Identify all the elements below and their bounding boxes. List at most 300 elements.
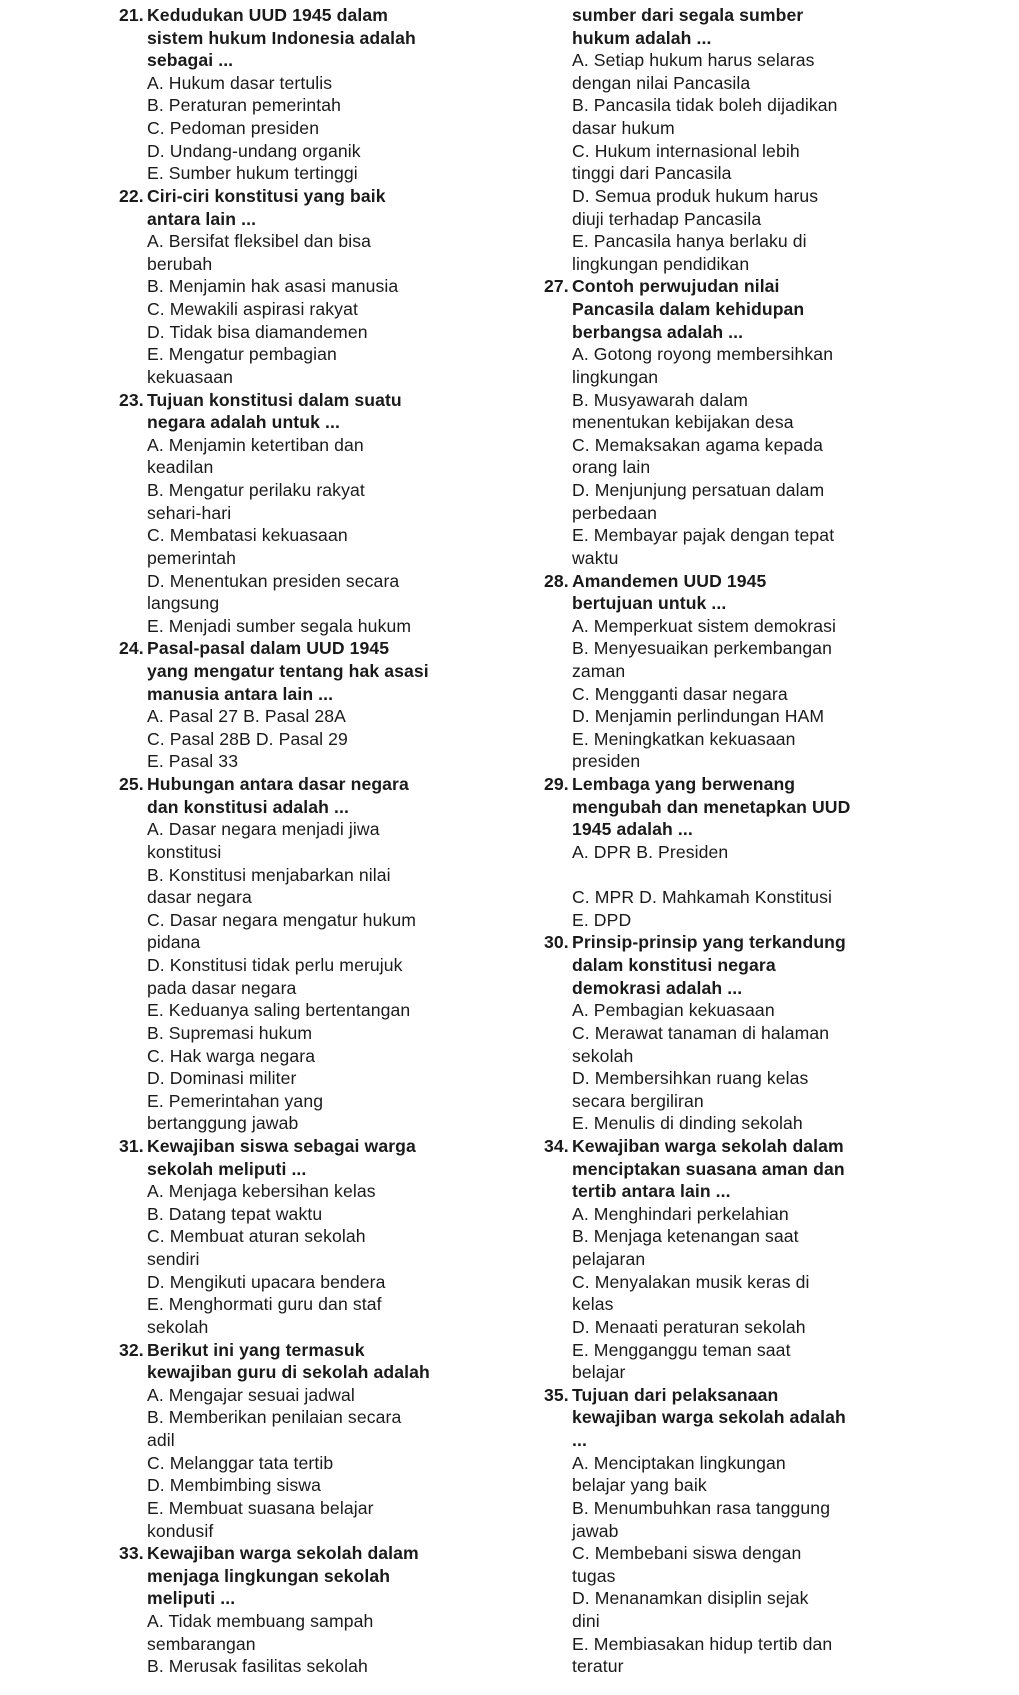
option-line [572,1090,704,1112]
option-line [572,841,728,863]
question-line [119,1135,416,1157]
line-text: manusia antara lain ... [147,683,334,704]
question-line [119,1339,365,1361]
line-text: Ciri-ciri konstitusi yang baik [147,185,386,206]
question-stem-line [572,1406,846,1428]
line-text: dengan nilai Pancasila [572,72,751,93]
line-text: A. Menjamin ketertiban dan [147,434,364,455]
line-text: D. Semua produk hukum harus [572,185,819,206]
option-line [572,389,748,411]
line-text: Tujuan dari pelaksanaan [572,1384,779,1405]
question-stem-line [147,208,256,230]
option-line [572,1067,808,1089]
option-line [147,72,332,94]
line-text: kondusif [147,1520,214,1541]
question-number: 21. [119,5,144,25]
line-text: sendiri [147,1249,200,1270]
line-text: E. Sumber hukum tertinggi [147,163,358,184]
option-line [572,660,625,682]
line-text: D. Undang-undang organik [147,140,361,161]
option-line [572,456,650,478]
question-stem-line [147,683,333,705]
line-text: dan konstitusi adalah ... [147,796,349,817]
option-line [572,140,800,162]
line-text: C. Membuat aturan sekolah [147,1226,366,1247]
option-line [572,705,824,727]
option-line [147,592,219,614]
line-text: D. Menanamkan disiplin sejak [572,1588,809,1609]
line-text: yang mengatur tentang hak asasi [147,660,429,681]
line-text: E. Membayar pajak dengan tepat [572,525,835,546]
option-line [572,1316,806,1338]
line-text: E. Menghormati guru dan staf [147,1294,382,1315]
line-text: E. DPD [572,909,632,930]
option-line [572,1339,791,1361]
line-text: E. Mengatur pembagian [147,344,337,365]
question-line [544,773,796,795]
line-text: E. Keduanya saling bertentangan [147,1000,411,1021]
question-line [119,4,388,26]
option-line [572,1271,809,1293]
line-text: ... [572,1430,587,1451]
option-line [572,49,815,71]
option-line [147,1067,297,1089]
question-stem-line [147,27,416,49]
line-text: A. Mengajar sesuai jadwal [147,1384,355,1405]
line-text: dalam konstitusi negara [572,955,776,976]
line-text: Prinsip-prinsip yang terkandung [572,932,846,953]
line-text: belajar [572,1362,626,1383]
option-line [147,1112,298,1134]
line-text: dasar negara [147,887,252,908]
line-text: belajar yang baik [572,1475,707,1496]
line-text: A. Memperkuat sistem demokrasi [572,615,837,636]
option-line [572,1542,801,1564]
question-line [544,1384,779,1406]
option-line [147,94,341,116]
option-line [572,886,832,908]
line-text: sembarangan [147,1633,256,1654]
option-line [147,230,371,252]
option-line [572,1565,616,1587]
option-line [147,434,364,456]
option-line [572,1587,809,1609]
line-text: tinggi dari Pancasila [572,163,732,184]
question-stem-line [572,1180,731,1202]
question-line [544,570,767,592]
line-text: sebagai ... [147,50,234,71]
question-stem-line [572,27,711,49]
question-stem-line [147,49,233,71]
option-line [147,547,236,569]
option-line [147,321,368,343]
question-number: 34. [544,1136,569,1156]
option-line [147,366,233,388]
line-text: A. Gotong royong membersihkan [572,344,834,365]
question-stem-line [572,977,742,999]
line-text: sekolah [572,1045,634,1066]
line-text: B. Menyesuaikan perkembangan [572,638,833,659]
line-text: B. Memberikan penilaian secara [147,1407,402,1428]
option-line [147,1497,374,1519]
option-line [147,750,238,772]
line-text: 1945 adalah ... [572,819,693,840]
line-text: tugas [572,1565,616,1586]
line-text: E. Menulis di dinding sekolah [572,1113,803,1134]
option-line [147,1520,213,1542]
option-line [147,1316,208,1338]
question-stem-line [147,1158,306,1180]
question-line [544,931,846,953]
option-line [572,502,657,524]
option-line [147,570,399,592]
option-line [572,1497,830,1519]
option-line [572,909,631,931]
option-line [572,1248,645,1270]
option-line [572,683,788,705]
line-text: C. Membatasi kekuasaan [147,525,348,546]
line-text: lingkungan pendidikan [572,253,750,274]
question-line [544,1135,844,1157]
line-text: C. Menyalakan musik keras di [572,1271,810,1292]
option-line [147,1225,366,1247]
option-line [147,1452,333,1474]
question-number: 25. [119,774,144,795]
line-text: D. Menaati peraturan sekolah [572,1316,806,1337]
line-text: bertujuan untuk ... [572,593,727,614]
option-line [572,411,794,433]
question-line [119,389,402,411]
option-line [147,954,403,976]
line-text: kewajiban warga sekolah adalah [572,1407,846,1428]
line-text: C. Hukum internasional lebih [572,140,800,161]
option-line [572,637,832,659]
option-line [572,1474,707,1496]
line-text: keadilan [147,457,214,478]
question-stem-line [572,954,776,976]
option-line [147,999,410,1021]
option-line [572,1655,624,1677]
line-text: D. Menjamin perlindungan HAM [572,706,825,727]
option-line [572,434,823,456]
option-line [147,1090,323,1112]
line-text: menentukan kebijakan desa [572,412,794,433]
question-number: 24. [119,638,144,659]
question-line [119,773,409,795]
option-line [147,343,337,365]
option-line [147,1406,401,1428]
line-text: secara bergiliran [572,1090,704,1111]
question-stem-line [572,298,804,320]
question-number: 35. [544,1384,569,1405]
option-line [572,343,833,365]
line-text: jawab [572,1520,619,1541]
line-text: B. Peraturan pemerintah [147,95,341,116]
option-line [147,1655,368,1677]
line-text: Pasal-pasal dalam UUD 1945 [147,638,390,659]
line-text: berubah [147,253,213,274]
question-stem-line [572,796,850,818]
option-line [147,1384,355,1406]
question-number: 31. [119,1136,144,1156]
line-text: pemerintah [147,547,237,568]
option-line [147,977,296,999]
option-line [572,1361,626,1383]
line-text: orang lain [572,457,651,478]
line-text: konstitusi [147,841,222,862]
question-number: 22. [119,185,144,206]
line-text: E. Membiasakan hidup tertib dan [572,1633,833,1654]
line-text: B. Konstitusi menjabarkan nilai [147,864,391,885]
line-text: Lembaga yang berwenang [572,774,796,795]
question-stem-line [147,411,340,433]
line-text: E. Pasal 33 [147,751,239,772]
line-text: Contoh perwujudan nilai [572,276,780,297]
line-text: B. Musyawarah dalam [572,389,748,410]
option-line [572,1225,799,1247]
question-stem-line [572,4,803,26]
option-line [572,750,640,772]
option-line [147,1610,373,1632]
option-line [572,117,675,139]
option-line [147,931,200,953]
option-line [572,1610,600,1632]
line-text: teratur [572,1656,624,1677]
option-line [147,1203,322,1225]
line-text: Hubungan antara dasar negara [147,774,409,795]
option-line [572,1045,633,1067]
option-line [147,841,221,863]
line-text: kelas [572,1294,614,1315]
line-text: mengubah dan menetapkan UUD [572,796,851,817]
line-text: E. Pemerintahan yang [147,1090,324,1111]
line-text: sekolah [147,1316,209,1337]
line-text: A. Menghindari perkelahian [572,1203,789,1224]
line-text: A. Hukum dasar tertulis [147,72,333,93]
option-line [572,999,775,1021]
question-stem-line [147,660,429,682]
line-text: A. Bersifat fleksibel dan bisa [147,231,372,252]
line-text: demokrasi adalah ... [572,977,743,998]
option-line [147,140,361,162]
line-text: E. Membuat suasana belajar [147,1497,374,1518]
line-text: Kewajiban warga sekolah dalam [572,1136,844,1156]
question-line [119,185,386,207]
option-line [572,253,749,275]
line-text: D. Dominasi militer [147,1068,297,1089]
line-text: E. Menjadi sumber segala hukum [147,615,412,636]
option-line [572,479,824,501]
line-text: bertanggung jawab [147,1113,299,1134]
line-text: D. Mengikuti upacara bendera [147,1271,386,1292]
line-text: dasar hukum [572,118,675,139]
option-line [572,1203,789,1225]
option-line [147,1248,200,1270]
line-text: dini [572,1611,600,1632]
option-line [147,705,346,727]
question-number: 32. [119,1339,144,1360]
line-text: C. Pasal 28B D. Pasal 29 [147,728,348,749]
line-text: A. Menciptakan lingkungan [572,1452,786,1473]
option-line [572,230,807,252]
question-line [544,275,780,297]
option-line [147,909,416,931]
option-line [147,298,358,320]
line-text: antara lain ... [147,208,257,229]
line-text: C. Pedoman presiden [147,118,320,139]
line-text: A. Setiap hukum harus selaras [572,50,815,71]
line-text: D. Tidak bisa diamandemen [147,321,368,342]
line-text: sehari-hari [147,502,232,523]
option-line [572,72,750,94]
line-text: E. Meningkatkan kekuasaan [572,728,796,749]
line-text: D. Membimbing siswa [147,1475,321,1496]
option-line [572,524,834,546]
option-line [147,728,348,750]
line-text: meliputi ... [147,1588,236,1609]
option-line [572,1633,832,1655]
line-text: B. Menjamin hak asasi manusia [147,276,399,297]
question-number: 29. [544,774,569,795]
line-text: B. Menjaga ketenangan saat [572,1226,799,1247]
question-number: 27. [544,276,569,297]
option-line [147,275,398,297]
option-line [147,1633,256,1655]
question-line [119,637,390,659]
option-line [147,1045,315,1067]
line-text: A. DPR B. Presiden [572,841,729,862]
option-line [572,162,732,184]
question-number: 33. [119,1543,144,1564]
line-text: A. Menjaga kebersihan kelas [147,1181,376,1202]
line-text: A. Dasar negara menjadi jiwa [147,819,380,840]
line-text: D. Menentukan presiden secara [147,570,400,591]
line-text: C. Membebani siswa dengan [572,1543,802,1564]
question-stem-line [147,1361,430,1383]
line-text: B. Merusak fasilitas sekolah [147,1656,368,1677]
line-text: Berikut ini yang termasuk [147,1339,365,1360]
option-line [147,253,212,275]
line-text: C. Merawat tanaman di halaman [572,1022,830,1043]
option-line [147,479,365,501]
option-line [572,728,796,750]
question-stem-line [147,796,349,818]
option-line [147,1022,312,1044]
question-stem-line [572,818,693,840]
line-text: menjaga lingkungan sekolah [147,1565,391,1586]
line-text: zaman [572,660,626,681]
option-line [572,615,836,637]
line-text: C. Melanggar tata tertib [147,1452,334,1473]
option-line [572,1452,786,1474]
question-stem-line [572,1158,845,1180]
line-text: D. Membersihkan ruang kelas [572,1068,809,1089]
question-stem-line [572,321,743,343]
line-text: langsung [147,593,220,614]
line-text: diuji terhadap Pancasila [572,208,762,229]
line-text: D. Menjunjung persatuan dalam [572,480,825,501]
line-text: adil [147,1430,175,1451]
option-line [147,1429,175,1451]
line-text: E. Pancasila hanya berlaku di [572,231,807,252]
option-line [147,1271,386,1293]
line-text: B. Datang tepat waktu [147,1203,323,1224]
option-line [572,547,618,569]
line-text: C. Hak warga negara [147,1045,316,1066]
line-text: C. Mewakili aspirasi rakyat [147,299,358,320]
option-line [147,1293,382,1315]
option-line [572,366,658,388]
option-line [147,864,391,886]
question-stem-line [147,1587,235,1609]
line-text: B. Mengatur perilaku rakyat [147,480,365,501]
line-text: C. Memaksakan agama kepada [572,434,823,455]
line-text: B. Supremasi hukum [147,1022,313,1043]
line-text: pidana [147,932,201,953]
line-text: presiden [572,751,641,772]
line-text: Kewajiban siswa sebagai warga [147,1136,416,1156]
option-line [572,94,838,116]
option-line [572,1293,614,1315]
line-text: sistem hukum Indonesia adalah [147,27,416,48]
line-text: lingkungan [572,366,659,387]
question-number: 30. [544,932,569,953]
line-text: kekuasaan [147,366,233,387]
line-text: C. Dasar negara mengatur hukum [147,909,416,930]
option-line [147,117,319,139]
line-text: B. Pancasila tidak boleh dijadikan [572,95,838,116]
question-stem-line [572,592,726,614]
option-line [572,1022,829,1044]
line-text: A. Tidak membuang sampah [147,1611,374,1632]
line-text: E. Mengganggu teman saat [572,1339,791,1360]
question-number: 23. [119,389,144,410]
question-line [119,1542,419,1564]
option-line [147,818,380,840]
line-text: tertib antara lain ... [572,1181,731,1202]
option-line [147,615,411,637]
line-text: sekolah meliputi ... [147,1158,307,1179]
question-number: 28. [544,570,569,591]
option-line [147,456,213,478]
option-line [147,162,358,184]
line-text: A. Pasal 27 B. Pasal 28A [147,706,346,727]
line-text: negara adalah untuk ... [147,412,340,433]
line-text: D. Konstitusi tidak perlu merujuk [147,955,403,976]
question-stem-line [572,1429,587,1451]
line-text: Pancasila dalam kehidupan [572,299,805,320]
option-line [572,208,761,230]
line-text: Tujuan konstitusi dalam suatu [147,389,402,410]
line-text: C. Mengganti dasar negara [572,683,788,704]
option-line [147,886,252,908]
line-text: sumber dari segala sumber [572,5,804,25]
line-text: menciptakan suasana aman dan [572,1158,845,1179]
option-line [147,1474,321,1496]
line-text: waktu [572,547,619,568]
line-text: berbangsa adalah ... [572,321,744,342]
line-text: Kedudukan UUD 1945 dalam [147,5,388,25]
line-text: pelajaran [572,1249,646,1270]
line-text: perbedaan [572,502,658,523]
option-line [572,185,818,207]
option-line [572,1112,803,1134]
option-line [147,502,231,524]
line-text: Kewajiban warga sekolah dalam [147,1543,419,1564]
line-text: A. Pembagian kekuasaan [572,1000,775,1021]
line-text: pada dasar negara [147,977,297,998]
question-stem-line [147,1565,390,1587]
